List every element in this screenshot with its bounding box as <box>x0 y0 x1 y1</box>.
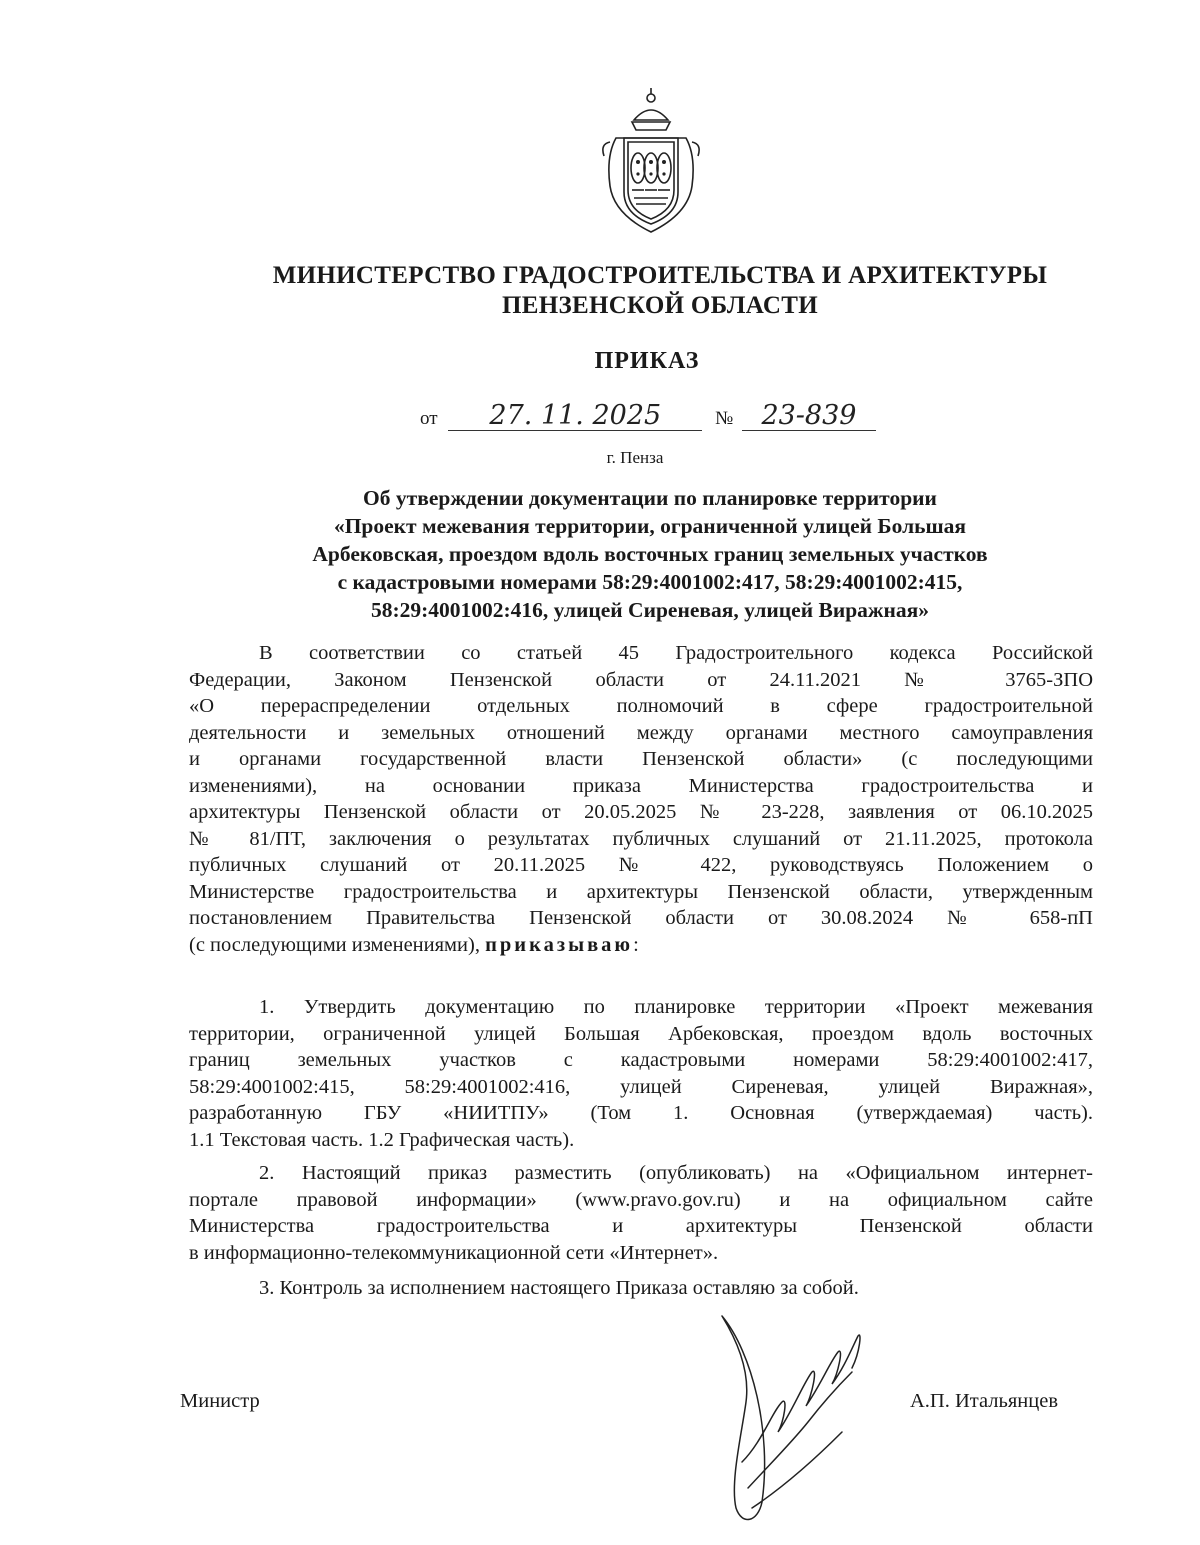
preamble-last-text: (с последующими изменениями), <box>189 933 480 956</box>
item-1-line: 58:29:4001002:415, 58:29:4001002:416, улицей Сиреневая, улицей Виражная», <box>189 1075 1093 1098</box>
signatory-name: А.П. Итальянцев <box>910 1390 1059 1412</box>
ministry-name-line-2: ПЕНЗЕНСКОЙ ОБЛАСТИ <box>502 292 818 319</box>
title-line: «Проект межевания территории, ограниченной улицей Большая <box>333 514 967 538</box>
item-3-paragraph <box>189 1275 1093 1302</box>
date-label: от <box>420 408 438 429</box>
item-2-paragraph <box>189 1160 1093 1266</box>
city-name: г. Пенза <box>606 448 664 467</box>
ministry-name-line-1: МИНИСТЕРСТВО ГРАДОСТРОИТЕЛЬСТВА И АРХИТЕКТУРЫ <box>272 262 1048 289</box>
title-line: 58:29:4001002:416, улицей Сиреневая, улицей Виражная» <box>370 598 930 622</box>
order-word: приказываю <box>485 933 634 956</box>
item-2-line: в информационно-телекоммуникационной сети «Интернет». <box>189 1241 719 1264</box>
preamble-line: № 81/ПТ, заключения о результатах публичных слушаний от 21.11.2025, протокола <box>189 827 1093 850</box>
handwritten-number: 23-839 <box>742 402 876 431</box>
item-2-line: портале правовой информации» (www.pravo.gov.ru) и на официальном сайте <box>189 1188 1093 1211</box>
document-type: ПРИКАЗ <box>594 348 700 374</box>
preamble-line: Министерстве градостроительства и архитектуры Пензенской области, утвержденным <box>189 880 1093 903</box>
item-2-line: 2. Настоящий приказ разместить (опубликовать) на «Официальном интернет- <box>259 1162 1093 1184</box>
order-colon: : <box>633 933 639 956</box>
preamble-line: В соответствии со статьей 45 Градостроительного кодекса Российской <box>259 642 1093 664</box>
preamble-line: постановлением Правительства Пензенской области от 30.08.2024 № 658-пП <box>189 907 1093 929</box>
item-2-line: Министерства градостроительства и архитектуры Пензенской области <box>189 1215 1093 1237</box>
title-line: Об утверждении документации по планировке территории <box>363 486 937 510</box>
preamble-line: деятельности и земельных отношений между органами местного самоуправления <box>189 721 1093 744</box>
signatory-position: Министр <box>180 1390 260 1412</box>
preamble-final-line <box>189 932 1093 959</box>
item-1-line: границ земельных участков с кадастровыми номерами 58:29:4001002:417, <box>189 1049 1093 1071</box>
handwritten-date: 27. 11. 2025 <box>448 402 702 431</box>
preamble-line: Федерации, Законом Пензенской области от 24.11.2021 № 3765-ЗПО <box>189 668 1093 691</box>
date-number-line <box>420 402 876 431</box>
preamble-line: «О перераспределении отдельных полномочий в сфере градостроительной <box>189 695 1093 717</box>
item-1-line: 1. Утвердить документацию по планировке территории «Проект межевания <box>259 996 1093 1018</box>
title-line: с кадастровыми номерами 58:29:4001002:417, 58:29:4001002:415, <box>337 570 963 594</box>
number-label: № <box>715 408 734 429</box>
preamble-line: изменениями), на основании приказа Министерства градостроительства и <box>189 774 1093 797</box>
preamble-paragraph <box>189 640 1093 958</box>
title-line: Арбековская, проездом вдоль восточных границ земельных участков <box>312 542 988 566</box>
handwritten-signature <box>712 1312 872 1532</box>
item-1-line: 1.1 Текстовая часть. 1.2 Графическая часть). <box>189 1128 575 1151</box>
item-1-paragraph <box>189 994 1093 1153</box>
order-title <box>200 484 1100 624</box>
item-3-line: 3. Контроль за исполнением настоящего Приказа оставляю за собой. <box>259 1277 859 1299</box>
item-1-line: разработанную ГБУ «НИИТПУ» (Том 1. Основная (утверждаемая) часть). <box>189 1102 1093 1124</box>
preamble-line: архитектуры Пензенской области от 20.05.2025 № 23-228, заявления от 06.10.2025 <box>189 801 1093 823</box>
preamble-line: публичных слушаний от 20.11.2025 № 422, руководствуясь Положением о <box>189 854 1093 876</box>
coat-of-arms-emblem <box>596 86 706 234</box>
preamble-line: и органами государственной власти Пензенской области» (с последующими <box>189 748 1093 770</box>
item-1-line: территории, ограниченной улицей Большая Арбековская, проездом вдоль восточных <box>189 1022 1093 1045</box>
